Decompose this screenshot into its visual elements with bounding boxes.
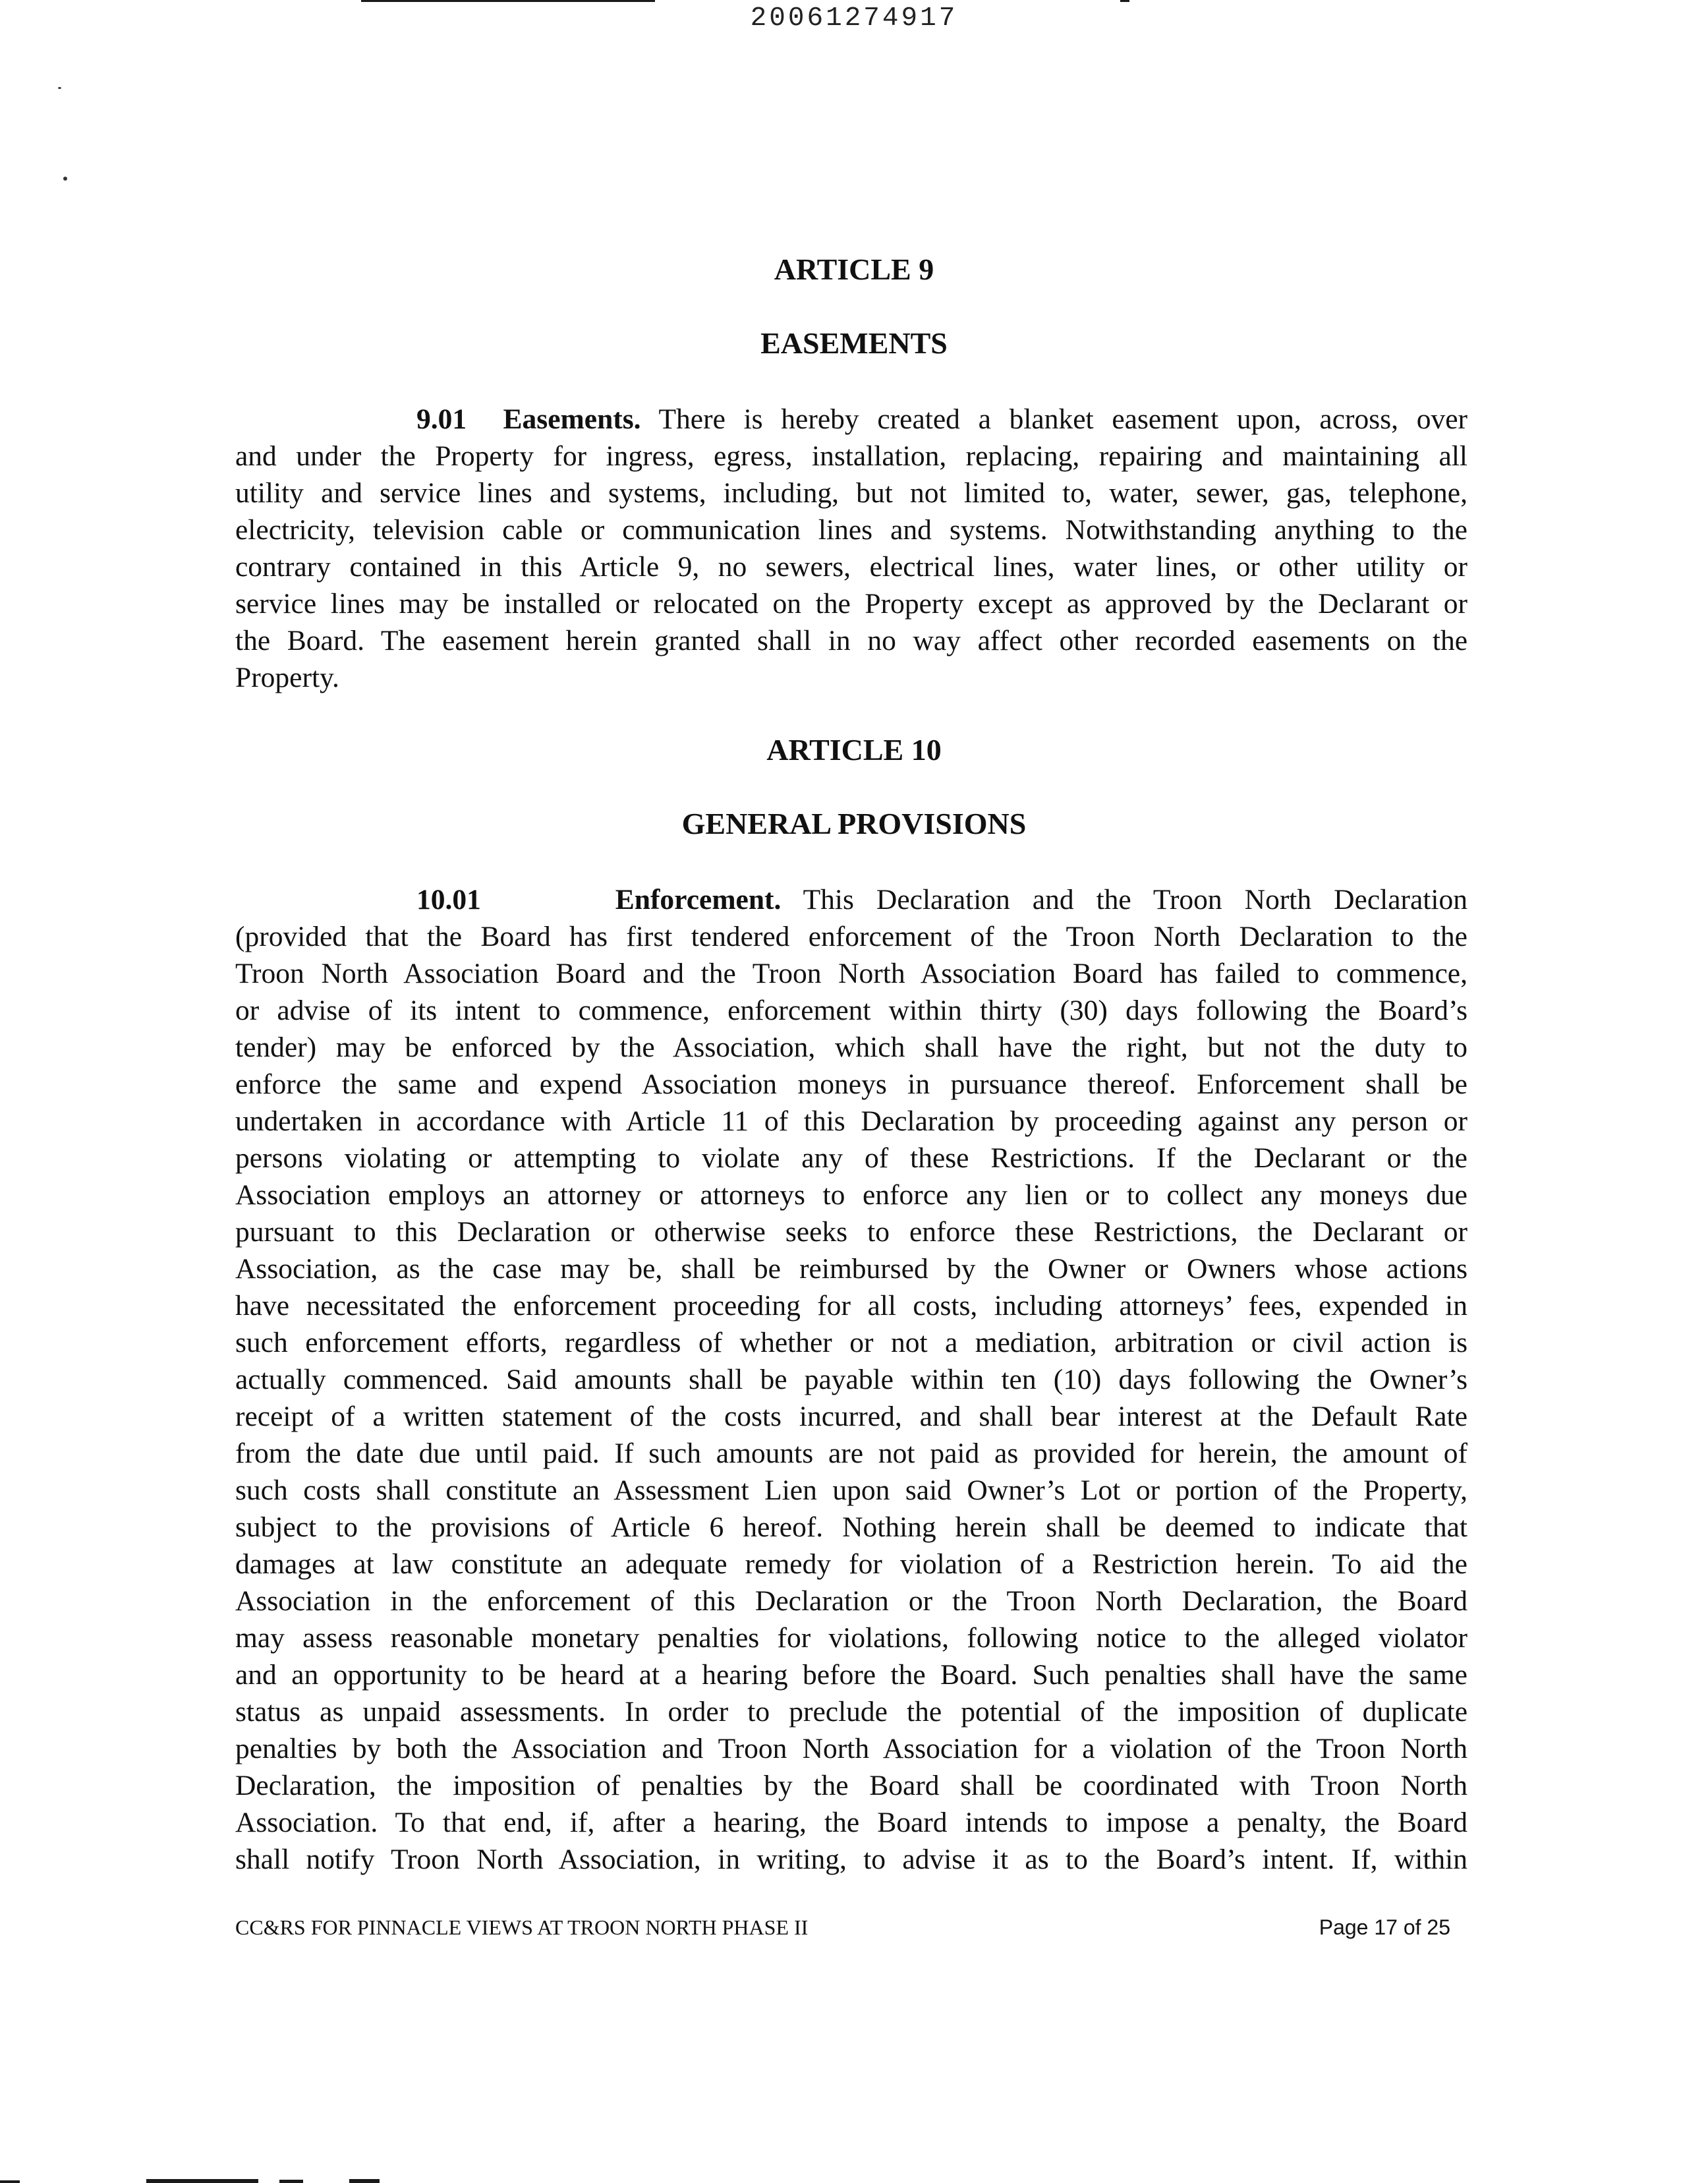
paragraph-line: Association, as the case may be, shall be reimbursed by the Owner or Owners whose actions <box>235 1253 1467 1285</box>
paragraph-line: utility and service lines and systems, including, but not limited to, water, sewer, gas, telephone, <box>235 477 1467 509</box>
paragraph-line: penalties by both the Association and Troon North Association for a violation of the Troon North <box>235 1733 1467 1764</box>
paragraph-line: the Board. The easement herein granted shall in no way affect other recorded easements on the <box>235 625 1467 656</box>
paragraph-line: or advise of its intent to commence, enforcement within thirty (30) days following the Board’s <box>235 995 1467 1026</box>
paragraph-line: Property. <box>235 662 339 693</box>
section-number: 9.01 <box>416 403 467 435</box>
paragraph-line: shall notify Troon North Association, in writing, to advise it as to the Board’s intent. If, within <box>235 1844 1467 1875</box>
section-9-01 <box>235 401 1467 696</box>
paragraph-line: have necessitated the enforcement proceeding for all costs, including attorneys’ fees, expended in <box>235 1290 1467 1322</box>
article-10-title: ARTICLE 10 <box>766 733 942 767</box>
paragraph-line: Troon North Association Board and the Troon North Association Board has failed to commence, <box>235 958 1467 989</box>
recording-number: 20061274917 <box>750 3 958 34</box>
paragraph-line: electricity, television cable or communication lines and systems. Notwithstanding anything to the <box>235 514 1467 546</box>
scan-artifact-bottom <box>349 2179 380 2183</box>
paragraph-line: pursuant to this Declaration or otherwise seeks to enforce these Restrictions, the Declarant or <box>235 1216 1467 1248</box>
paragraph-line: Declaration, the imposition of penalties by the Board shall be coordinated with Troon North <box>235 1770 1467 1801</box>
paragraph-line: Association. To that end, if, after a hearing, the Board intends to impose a penalty, the Board <box>235 1807 1467 1838</box>
paragraph-line: and an opportunity to be heard at a hearing before the Board. Such penalties shall have the same <box>235 1659 1467 1691</box>
article-10-subtitle: GENERAL PROVISIONS <box>681 807 1027 840</box>
paragraph-line: undertaken in accordance with Article 11 of this Declaration by proceeding against any person or <box>235 1105 1467 1137</box>
paragraph-line: from the date due until paid. If such amounts are not paid as provided for herein, the amount of <box>235 1438 1467 1469</box>
paragraph-line: persons violating or attempting to violate any of these Restrictions. If the Declarant or the <box>235 1142 1467 1174</box>
scan-artifact-bottom <box>279 2180 303 2183</box>
section-number: 10.01 <box>416 884 481 916</box>
paragraph-line: contrary contained in this Article 9, no sewers, electrical lines, water lines, or other utility or <box>235 551 1467 583</box>
paragraph-line: tender) may be enforced by the Association, which shall have the right, but not the duty to <box>235 1032 1467 1063</box>
paragraph-line: such costs shall constitute an Assessment Lien upon said Owner’s Lot or portion of the Property, <box>235 1474 1467 1506</box>
paragraph-line: (provided that the Board has first tendered enforcement of the Troon North Declaration to the <box>235 921 1467 952</box>
paragraph-text: There is hereby created a blanket easement upon, across, over <box>640 403 1468 435</box>
paragraph-line: service lines may be installed or relocated on the Property except as approved by the Declarant or <box>235 588 1467 620</box>
paragraph-line: such enforcement efforts, regardless of whether or not a mediation, arbitration or civil action is <box>235 1327 1467 1358</box>
scan-artifact-bottom <box>0 2180 20 2183</box>
paragraph-line: subject to the provisions of Article 6 hereof. Nothing herein shall be deemed to indicate that <box>235 1511 1467 1543</box>
paragraph-line: Association in the enforcement of this Declaration or the Troon North Declaration, the Board <box>235 1585 1467 1617</box>
paragraph-line: actually commenced. Said amounts shall be payable within ten (10) days following the Owner’s <box>235 1364 1467 1395</box>
paragraph-line: damages at law constitute an adequate remedy for violation of a Restriction herein. To aid the <box>235 1548 1467 1580</box>
section-title: Enforcement. <box>615 884 782 916</box>
scan-speck <box>58 87 61 89</box>
scan-speck <box>63 177 67 181</box>
article-9-subtitle: EASEMENTS <box>760 326 948 360</box>
scan-artifact-bottom <box>146 2179 258 2183</box>
paragraph-line: Association employs an attorney or attorneys to enforce any lien or to collect any moneys due <box>235 1179 1467 1211</box>
footer-title: CC&RS FOR PINNACLE VIEWS AT TROON NORTH PHASE II <box>235 1915 809 1939</box>
paragraph-line <box>235 401 1467 438</box>
paragraph-line <box>235 881 1467 918</box>
section-title: Easements. <box>503 403 641 435</box>
page-number: Page 17 of 25 <box>1319 1915 1450 1939</box>
section-10-01 <box>235 881 1467 1878</box>
paragraph-line: status as unpaid assessments. In order to preclude the potential of the imposition of duplicate <box>235 1696 1467 1728</box>
paragraph-line: enforce the same and expend Association moneys in pursuance thereof. Enforcement shall be <box>235 1068 1467 1100</box>
paragraph-line: and under the Property for ingress, egress, installation, replacing, repairing and maintaining all <box>235 440 1467 472</box>
article-9-title: ARTICLE 9 <box>774 252 934 286</box>
paragraph-text: This Declaration and the Troon North Declaration <box>781 884 1467 916</box>
paragraph-line: may assess reasonable monetary penalties for violations, following notice to the alleged violator <box>235 1622 1467 1654</box>
paragraph-line: receipt of a written statement of the costs incurred, and shall bear interest at the Default Rate <box>235 1401 1467 1432</box>
